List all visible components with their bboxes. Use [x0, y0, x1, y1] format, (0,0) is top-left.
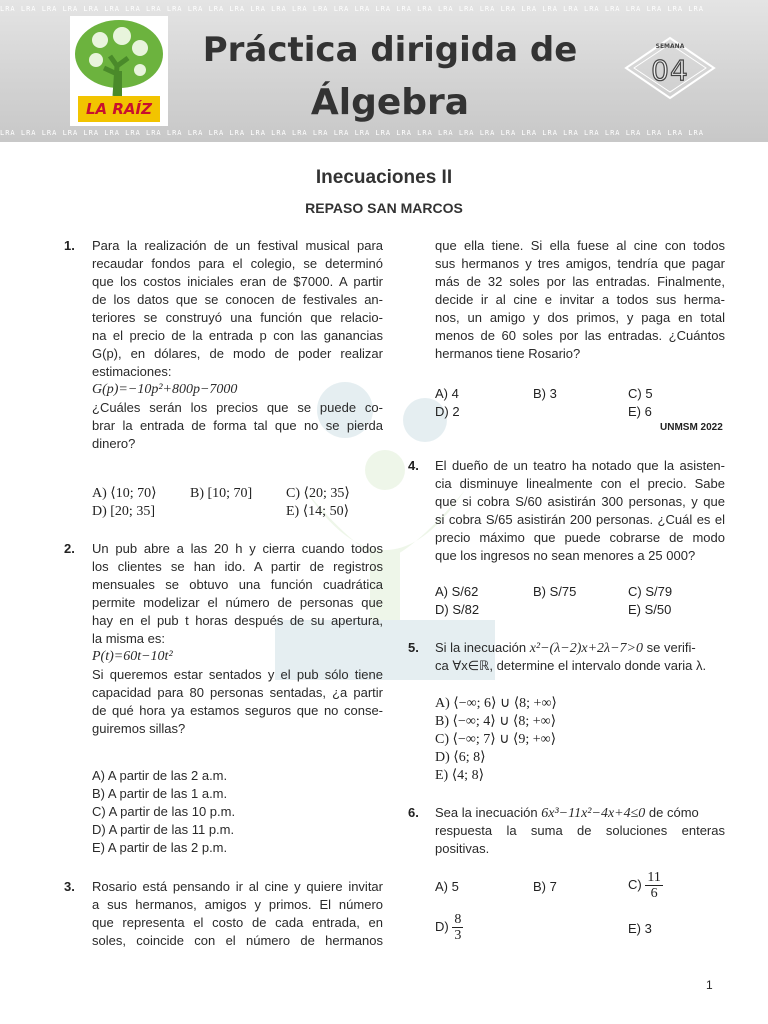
- question-4-text: [435, 457, 725, 565]
- option-label: D): [435, 918, 449, 934]
- option-c[interactable]: C) ⟨−∞; 7⟩ ∪ ⟨9; +∞⟩: [435, 732, 557, 747]
- numerator: 11: [647, 870, 661, 885]
- text-line: guiremos sillas?: [92, 721, 186, 736]
- text-line: la misma es:: [92, 631, 165, 646]
- option-d[interactable]: D) [20; 35]: [92, 504, 155, 519]
- text-line: G(p), en dólares, de modo de poder realizar: [92, 346, 383, 361]
- question-number: 5.: [408, 640, 419, 655]
- option-b[interactable]: B) 7: [533, 879, 557, 894]
- question-number: 2.: [64, 541, 75, 556]
- option-a[interactable]: A) ⟨10; 70⟩: [92, 486, 157, 501]
- question-3-text-left: [92, 878, 383, 950]
- text-line: hay en el pub t horas después de su apertura,: [92, 613, 383, 628]
- week-label: SEMANA: [655, 43, 685, 50]
- text-line: más de 32 soles por las entradas. Finalmente,: [435, 274, 725, 289]
- text-line: capacidad para 80 personas sentadas, ¿a partir: [92, 685, 383, 700]
- text-segment: de cómo: [648, 805, 699, 820]
- option-d[interactable]: D) A partir de las 11 p.m.: [92, 822, 235, 837]
- text-line: positivas.: [435, 841, 490, 856]
- question-number: 4.: [408, 458, 419, 473]
- text-line: respuesta la suma de soluciones enteras: [435, 823, 725, 838]
- option-b[interactable]: B) ⟨−∞; 4⟩ ∪ ⟨8; +∞⟩: [435, 714, 557, 729]
- text-line: precio máximo que puede cobrarse de modo: [435, 530, 725, 545]
- logo: [70, 16, 168, 126]
- formula: P(t)=60t−10t²: [92, 649, 173, 664]
- week-number: 04: [651, 54, 689, 87]
- question-5-line1: [435, 639, 735, 658]
- option-d[interactable]: D) ⟨6; 8⟩: [435, 750, 486, 765]
- document-title: Inecuaciones II: [315, 167, 453, 188]
- fraction: [452, 912, 463, 943]
- text-line: a sus hermanos, amigos y primos. El número: [92, 897, 383, 912]
- text-line: teriores se construyó una función que relacio-: [92, 310, 383, 325]
- text-line: hermanos tiene Rosario?: [435, 346, 581, 361]
- question-2-text: [92, 540, 383, 738]
- option-b[interactable]: B) S/75: [533, 584, 577, 599]
- option-b[interactable]: B) [10; 70]: [190, 486, 253, 501]
- option-e[interactable]: E) S/50: [628, 602, 672, 617]
- option-a[interactable]: A) A partir de las 2 a.m.: [92, 768, 228, 783]
- text-line: na el precio de la entrada p con las ganancias: [92, 328, 383, 343]
- question-6-text: [435, 822, 725, 858]
- denominator: 3: [454, 928, 462, 943]
- logo-text: LA RAÍZ: [85, 100, 152, 118]
- text-line: cia disminuye linealmente con el precio. Sabe: [435, 476, 725, 491]
- question-1-text: [92, 237, 383, 453]
- source-label: UNMSM 2022: [660, 422, 723, 433]
- page-title-line2: Álgebra: [310, 82, 470, 123]
- text-line: dinero?: [92, 436, 136, 451]
- question-2-options: [92, 767, 235, 857]
- text-line: mensuales se obtuvo una función cuadrática: [92, 577, 383, 592]
- denominator: 6: [650, 886, 658, 901]
- page-header: [0, 0, 768, 142]
- question-number: 6.: [408, 805, 419, 820]
- option-e[interactable]: E) ⟨4; 8⟩: [435, 768, 485, 783]
- question-number: 3.: [64, 879, 75, 894]
- text-line: El dueño de un teatro ha notado que la asisten-: [435, 458, 725, 473]
- text-line: sus hermanos y tres amigos, tendría que pagar: [435, 256, 725, 271]
- text-line: que ella tiene. Si ella fuese al cine con todos: [435, 238, 725, 253]
- header-pattern-bottom: LRA LRA LRA LRA LRA LRA LRA LRA LRA LRA LRA LRA LRA LRA LRA LRA LRA LRA LRA LRA LRA LRA LRA LRA LRA LRA LRA LRA LRA LRA LRA LRA LRA LRA: [0, 129, 704, 137]
- option-c[interactable]: C) ⟨20; 35⟩: [286, 486, 350, 501]
- option-d[interactable]: [435, 912, 463, 943]
- text-line: nos, un amigo y dos primos, y paga en total: [435, 310, 725, 325]
- option-b[interactable]: B) 3: [533, 386, 557, 401]
- option-label: C): [628, 876, 642, 892]
- option-e[interactable]: E) A partir de las 2 p.m.: [92, 840, 228, 855]
- question-5-options: [435, 695, 557, 785]
- fraction: [645, 870, 662, 901]
- text-line: Si queremos estar sentados y el pub sólo tiene: [92, 667, 383, 682]
- option-e[interactable]: E) ⟨14; 50⟩: [286, 504, 350, 519]
- text-line: los clientes se han ido. A partir de registros: [92, 559, 383, 574]
- option-a[interactable]: A) 5: [435, 879, 459, 894]
- text-line: si cobra S/65 asistirán 200 personas. ¿Cuál es el: [435, 512, 725, 527]
- option-c[interactable]: C) 5: [628, 386, 653, 401]
- question-5-line2: ca ∀x∈ℝ, determine el intervalo donde varia λ.: [435, 658, 707, 673]
- option-c[interactable]: [628, 870, 663, 901]
- question-number: 1.: [64, 238, 75, 253]
- numerator: 8: [454, 912, 462, 927]
- text-segment: Sea la inecuación: [435, 805, 538, 820]
- text-line: menos de 60 soles por las entradas. ¿Cuántos: [435, 328, 725, 343]
- question-6-line1: [435, 804, 735, 823]
- text-line: brar la entrada de forma tal que no se pierda: [92, 418, 383, 433]
- text-line: estimaciones:: [92, 364, 172, 379]
- text-line: de los datos que se conocen de festivales an-: [92, 292, 383, 307]
- question-3-text-right: [435, 237, 725, 363]
- text-line: decide ir al cine e invitar a todos sus herma-: [435, 292, 725, 307]
- page-title-line1: Práctica dirigida de: [202, 30, 578, 70]
- option-d[interactable]: D) 2: [435, 404, 460, 419]
- page-number: 1: [706, 978, 713, 992]
- option-a[interactable]: A) S/62: [435, 584, 479, 599]
- text-line: Para la realización de un festival musical para: [92, 238, 383, 253]
- option-a[interactable]: A) ⟨−∞; 6⟩ ∪ ⟨8; +∞⟩: [435, 696, 557, 711]
- text-segment: Si la inecuación: [435, 640, 527, 655]
- option-b[interactable]: B) A partir de las 1 a.m.: [92, 786, 228, 801]
- header-pattern-top: LRA LRA LRA LRA LRA LRA LRA LRA LRA LRA LRA LRA LRA LRA LRA LRA LRA LRA LRA LRA LRA LRA LRA LRA LRA LRA LRA LRA LRA LRA LRA LRA LRA LRA: [0, 5, 704, 13]
- formula: x²−(λ−2)x+2λ−7>0: [529, 641, 643, 656]
- text-line: que los costos iniciales eran de $7000. A partir: [92, 274, 383, 289]
- text-line: que los ingresos no sean menores a 25 000?: [435, 548, 696, 563]
- option-e[interactable]: E) 3: [628, 921, 652, 936]
- text-line: recaudar fondos para el colegio, se determinó: [92, 256, 383, 271]
- formula: G(p)=−10p²+800p−7000: [92, 382, 238, 397]
- text-line: que representa el costo de cada entrada, en: [92, 915, 383, 930]
- text-segment: se verifi-: [646, 640, 696, 655]
- option-c[interactable]: C) A partir de las 10 p.m.: [92, 804, 236, 819]
- text-line: permite modelizar el número de personas que: [92, 595, 383, 610]
- text-line: de qué hora ya estamos seguros que no conse-: [92, 703, 383, 718]
- text-line: ¿Cuáles serán los precios que se puede co-: [92, 400, 383, 415]
- option-d[interactable]: D) S/82: [435, 602, 480, 617]
- formula: 6x³−11x²−4x+4≤0: [541, 806, 646, 821]
- text-line: soles, coincide con el número de hermanos: [92, 933, 383, 948]
- text-line: Rosario está pensando ir al cine y quiere invitar: [92, 879, 383, 894]
- option-a[interactable]: A) 4: [435, 386, 459, 401]
- document-subtitle: REPASO SAN MARCOS: [305, 200, 463, 216]
- option-e[interactable]: E) 6: [628, 404, 652, 419]
- option-c[interactable]: C) S/79: [628, 584, 673, 599]
- text-line: Un pub abre a las 20 h y cierra cuando todos: [92, 541, 383, 556]
- text-line: que si cobra S/60 asistirán 300 personas, y que: [435, 494, 725, 509]
